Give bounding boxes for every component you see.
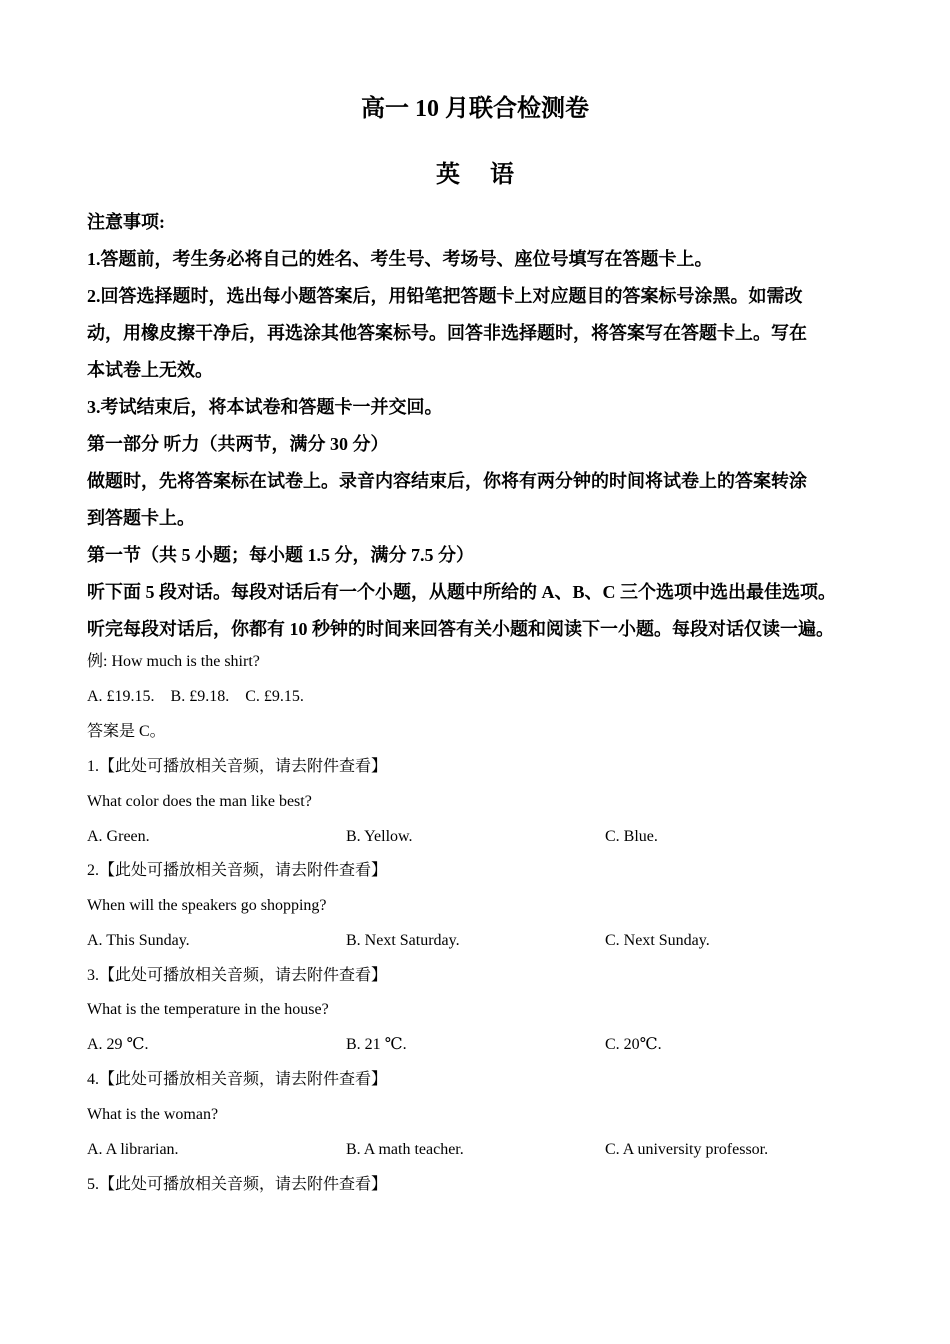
option-a: A. This Sunday. [87,932,190,949]
option-a: A. A librarian. [87,1141,179,1158]
instructions [87,208,877,652]
instruction-line: 听下面 5 段对话。每段对话后有一个小题，从题中所给的 A、B、C 三个选项中选出最佳选项。 [87,582,836,602]
instruction-line: 听完每段对话后，你都有 10 秒钟的时间来回答有关小题和阅读下一小题。每段对话仅读一遍。 [87,619,834,639]
question-text: What color does the man like best? [87,793,312,810]
option-a: A. Green. [87,828,150,845]
option-b: B. Yellow. [346,828,413,845]
option-b: B. Next Saturday. [346,932,460,949]
section-heading: 第一部分 听力（共两节，满分 30 分） [87,434,389,454]
option-c: C. Blue. [605,828,658,845]
instruction-line: 2.回答选择题时，选出每小题答案后，用铅笔把答题卡上对应题目的答案标号涂黑。如需改 [87,286,803,306]
option-b: B. 21 ℃. [346,1036,407,1053]
option-c: C. 20℃. [605,1036,662,1053]
audio-placeholder[interactable]: 3.【此处可播放相关音频，请去附件查看】 [87,967,388,984]
question-text: What is the woman? [87,1106,219,1123]
instructions-heading: 注意事项: [87,212,165,232]
option-c: C. A university professor. [605,1141,769,1158]
subsection-heading: 第一节（共 5 小题；每小题 1.5 分，满分 7.5 分） [87,545,474,565]
page-title: 高一 10 月联合检测卷 [361,96,589,122]
question-text: When will the speakers go shopping? [87,897,327,914]
example-question: 例: How much is the shirt? [87,653,260,670]
audio-placeholder[interactable]: 2.【此处可播放相关音频，请去附件查看】 [87,862,388,879]
instruction-line: 本试卷上无效。 [87,360,213,380]
instruction-line: 做题时，先将答案标在试卷上。录音内容结束后，你将有两分钟的时间将试卷上的答案转涂 [87,471,807,491]
question-text: What is the temperature in the house? [87,1001,329,1018]
instruction-line: 到答题卡上。 [87,508,195,528]
option-c: C. Next Sunday. [605,932,710,949]
instruction-line: 3.考试结束后，将本试卷和答题卡一并交回。 [87,397,443,417]
option-a: A. 29 ℃. [87,1036,149,1053]
subject-title: 英 语 [436,162,526,188]
option-b: B. A math teacher. [346,1141,464,1158]
example-answer: 答案是 C。 [87,723,166,740]
audio-placeholder[interactable]: 1.【此处可播放相关音频，请去附件查看】 [87,758,388,775]
instruction-line: 1.答题前，考生务必将自己的姓名、考生号、考场号、座位号填写在答题卡上。 [87,249,713,269]
audio-placeholder[interactable]: 4.【此处可播放相关音频，请去附件查看】 [87,1071,388,1088]
example-options: A. £19.15. B. £9.18. C. £9.15. [87,688,304,705]
instruction-line: 动，用橡皮擦干净后，再选涂其他答案标号。回答非选择题时，将答案写在答题卡上。写在 [87,323,807,343]
audio-placeholder[interactable]: 5.【此处可播放相关音频，请去附件查看】 [87,1176,388,1193]
